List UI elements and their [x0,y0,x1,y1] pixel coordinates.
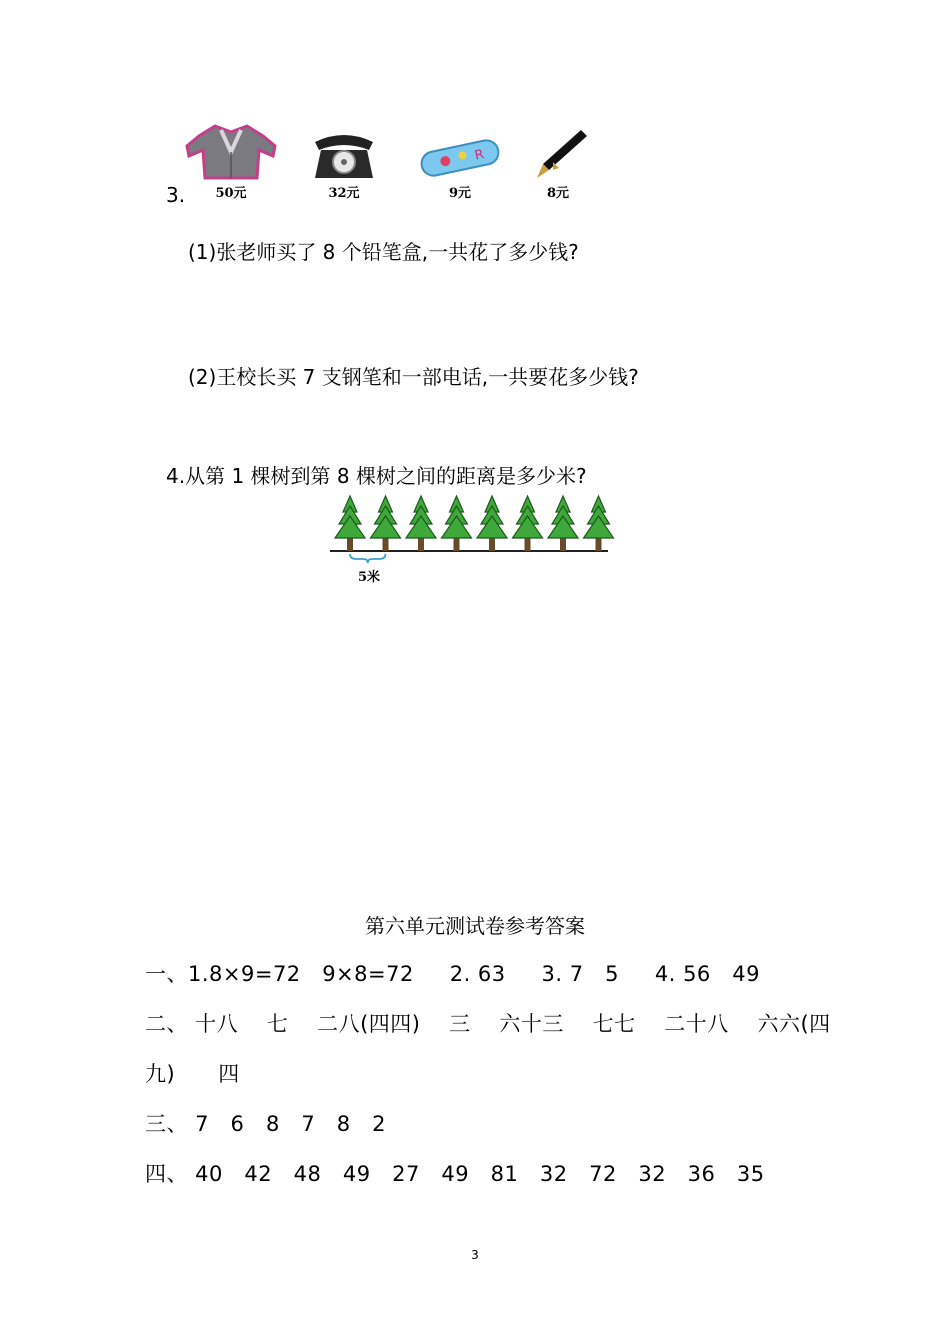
pencil-case-price: 9元 [448,186,472,201]
item-pencil-case [405,136,515,201]
telephone-price: 32元 [328,186,360,201]
tree-icon [548,496,578,551]
jacket-icon [185,122,277,180]
q3-sub2: (2)王校长买 7 支钢笔和一部电话,一共要花多少钱? [188,365,639,389]
gap-label: 5米 [358,570,381,585]
fountain-pen-price: 8元 [546,186,570,201]
gap-brace [350,554,386,563]
pencil-case-icon [415,136,505,180]
answer-line-2: 二、 十八 七 二八(四四) 三 六十三 七七 二十八 六六(四 [145,1012,831,1036]
item-fountain-pen [503,126,613,201]
svg-text:R: R [473,147,486,164]
tree-icon [442,496,472,551]
tree-icon [371,496,401,551]
fountain-pen-icon [523,126,593,180]
jacket-price: 50元 [215,186,247,201]
answer-line-4: 三、 7 6 8 7 8 2 [145,1112,386,1136]
q3-sub1: (1)张老师买了 8 个铅笔盒,一共花了多少钱? [188,240,579,264]
tree-icon [335,496,365,551]
tree-icon [513,496,543,551]
tree-icon [406,496,436,551]
telephone-icon [309,132,379,180]
answer-line-1: 一、1.8×9=72 9×8=72 2. 63 3. 7 5 4. 56 49 [145,962,761,986]
answers-title: 第六单元测试卷参考答案 [365,914,585,938]
tree-icon [584,496,614,551]
answer-line-5: 四、 40 42 48 49 27 49 81 32 72 32 36 35 [145,1162,765,1186]
item-telephone [289,132,399,201]
q4-text: 4.从第 1 棵树到第 8 棵树之间的距离是多少米? [166,464,587,488]
page-number: 3 [471,1248,479,1262]
tree-icon [477,496,507,551]
q3-number: 3. [166,183,186,207]
answer-line-3: 九) 四 [145,1062,240,1086]
item-jacket [176,122,286,201]
